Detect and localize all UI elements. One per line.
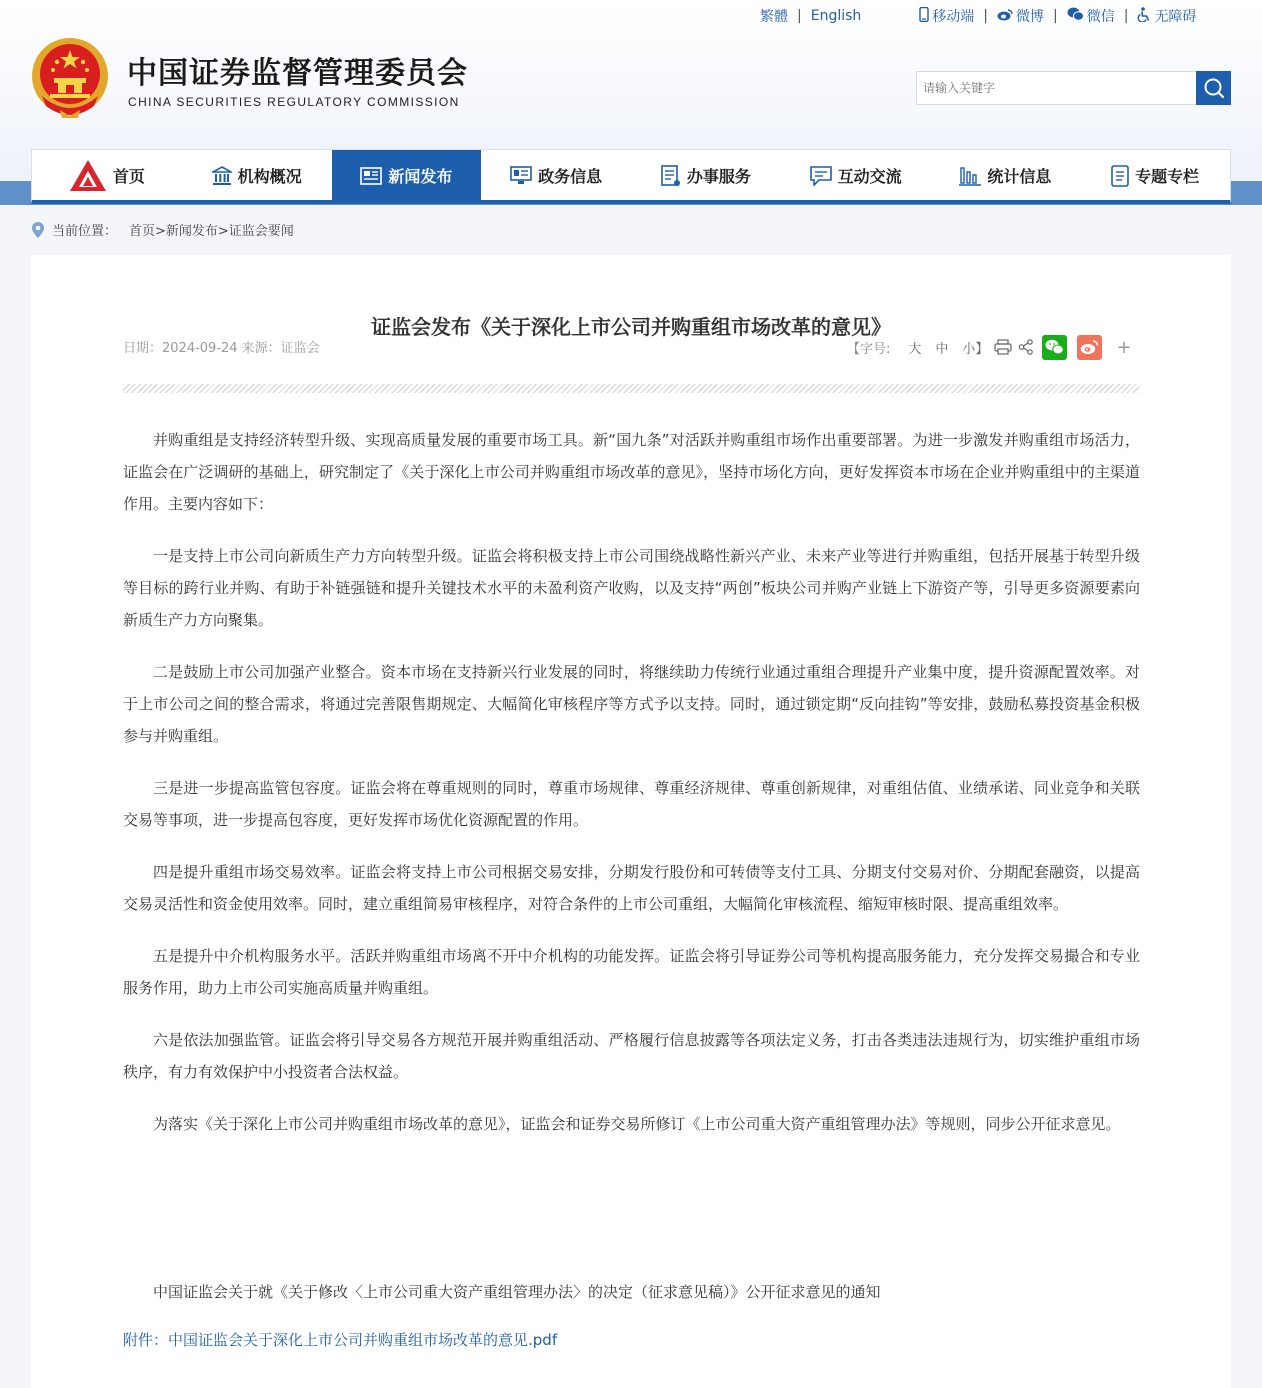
service-icon — [661, 165, 681, 187]
attachment — [123, 1324, 557, 1356]
mobile-link[interactable] — [919, 6, 974, 26]
font-size-label: 【字号: — [847, 341, 891, 357]
share-icon[interactable] — [1018, 339, 1034, 355]
search-box — [916, 71, 1231, 105]
article-title: 证监会发布《关于深化上市公司并购重组市场改革的意见》 — [371, 315, 891, 339]
font-size-small[interactable]: 小】 — [962, 341, 989, 357]
weibo-link[interactable] — [997, 6, 1044, 26]
article-paragraph: 一是支持上市公司向新质生产力方向转型升级。证监会将积极支持上市公司围绕战略性新兴产业、未来产业等进行并购重组，包括开展基于转型升级等目标的跨行业并购、有助于补链强链和提升关键技术水平的未盈利资产收购，以及支持“两创”板块公司并购产业链上下游资产等，引导更多资源要素向新质生产力方向聚集。 — [123, 547, 1140, 629]
article-paragraph: 二是鼓励上市公司加强产业整合。资本市场在支持新兴行业发展的同时，将继续助力传统行业通过重组合理提升产业集中度，提升资源配置效率。对于上市公司之间的整合需求，将通过完善限售期规定、大幅简化审核程序等方式予以支持。同时，通过锁定期“反向挂钩”等安排，鼓励私募投资基金积极参与并购重组。 — [123, 663, 1140, 745]
wechat-icon — [1045, 339, 1064, 355]
breadcrumb-label: 当前位置： — [52, 224, 118, 239]
gov-info-icon — [510, 166, 532, 186]
traditional-chinese-link[interactable]: 繁體 — [760, 9, 788, 25]
article-tools — [847, 333, 1132, 361]
wechat-link[interactable] — [1067, 6, 1115, 26]
article-paragraph: 六是依法加强监管。证监会将引导交易各方规范开展并购重组活动、严格履行信息披露等各项法定义务，打击各类违法违规行为，切实维护重组市场秩序，有力有效保护中小投资者合法权益。 — [123, 1031, 1140, 1081]
weibo-link-label: 微博 — [1016, 9, 1044, 25]
english-link[interactable]: English — [810, 8, 862, 24]
nav-item-gov-info[interactable] — [481, 150, 631, 201]
accessibility-link-label: 无障碍 — [1154, 9, 1197, 25]
title-divider — [123, 384, 1139, 393]
font-size-medium[interactable]: 中 — [935, 341, 949, 357]
nav-label: 互动交流 — [837, 167, 902, 186]
breadcrumb-path[interactable]: 首页>新闻发布>证监会要闻 — [129, 224, 294, 239]
nav-item-interaction[interactable] — [781, 150, 931, 201]
search-input[interactable] — [917, 72, 1196, 104]
article-meta: 日期：2024-09-24 来源：证监会 — [123, 341, 320, 356]
nav-label: 专题专栏 — [1135, 167, 1200, 186]
nav-label: 新闻发布 — [388, 167, 453, 186]
article-body — [123, 424, 1140, 1160]
related-notice-link[interactable]: 中国证监会关于就《关于修改〈上市公司重大资产重组管理办法〉的决定（征求意见稿）》公开征求意见的通知 — [153, 1283, 881, 1301]
accessibility-link[interactable] — [1137, 6, 1196, 26]
article-paragraph: 五是提升中介机构服务水平。活跃并购重组市场离不开中介机构的功能发挥。证监会将引导证券公司等机构提高服务能力，充分发挥交易撮合和专业服务作用，助力上市公司实施高质量并购重组。 — [123, 947, 1140, 997]
institution-icon — [212, 166, 232, 186]
search-icon — [1203, 77, 1225, 99]
nav-label: 政务信息 — [538, 167, 603, 186]
weibo-icon — [997, 8, 1013, 25]
article-paragraph: 三是进一步提高监管包容度。证监会将在尊重规则的同时，尊重市场规律、尊重经济规律、尊重创新规律，对重组估值、业绩承诺、同业竞争和关联交易等事项，进一步提高包容度，更好发挥市场优化资源配置的作用。 — [123, 779, 1140, 829]
nav-item-topics[interactable] — [1080, 150, 1230, 201]
wechat-icon — [1067, 7, 1084, 25]
attachment-pdf-link[interactable]: 中国证监会关于深化上市公司并购重组市场改革的意见.pdf — [168, 1331, 558, 1349]
article-paragraph: 四是提升重组市场交易效率。证监会将支持上市公司根据交易安排，分期发行股份和可转债等支付工具、分期支付交易对价、分期配套融资，以提高交易灵活性和资金使用效率。同时，建立重组简易审核程序，对符合条件的上市公司重组，大幅简化审核流程、缩短审核时限、提高重组效率。 — [123, 863, 1140, 913]
print-icon[interactable] — [994, 339, 1012, 355]
more-share-icon[interactable]: + — [1116, 336, 1132, 358]
article-paragraph: 为落实《关于深化上市公司并购重组市场改革的意见》，证监会和证券交易所修订《上市公司重大资产重组管理办法》等规则，同步公开征求意见。 — [153, 1115, 1121, 1133]
national-emblem-logo — [30, 36, 110, 120]
nav-item-news[interactable] — [332, 150, 482, 201]
mobile-icon — [919, 7, 929, 26]
nav-item-institution[interactable] — [182, 150, 332, 201]
nav-label: 统计信息 — [987, 167, 1052, 186]
main-nav — [31, 149, 1231, 204]
top-links: 繁體 | English 移动端 | 微博 | 微信 | 无障碍 — [760, 8, 1197, 25]
nav-label: 首页 — [112, 167, 145, 186]
stats-icon — [959, 166, 981, 186]
breadcrumb — [32, 220, 294, 239]
attachment-label: 附件： — [123, 1331, 169, 1349]
site-title: 中国证券监督管理委员会 — [127, 56, 468, 91]
home-logo-icon — [69, 159, 107, 193]
topic-icon — [1111, 165, 1129, 187]
nav-item-statistics[interactable] — [931, 150, 1081, 201]
wechat-link-label: 微信 — [1086, 9, 1115, 25]
nav-item-service[interactable] — [631, 150, 781, 201]
search-button[interactable] — [1196, 71, 1231, 105]
news-icon — [360, 167, 382, 185]
font-size-large[interactable]: 大 — [908, 341, 922, 357]
accessibility-icon — [1137, 7, 1151, 26]
location-pin-icon — [32, 222, 44, 238]
share-weibo-button[interactable] — [1077, 335, 1102, 360]
weibo-icon — [1080, 339, 1099, 355]
nav-label: 办事服务 — [686, 167, 751, 186]
chat-icon — [810, 166, 832, 186]
share-wechat-button[interactable] — [1042, 335, 1067, 360]
article-paragraph: 并购重组是支持经济转型升级、实现高质量发展的重要市场工具。新“国九条”对活跃并购重组市场作出重要部署。为进一步激发并购重组市场活力，证监会在广泛调研的基础上，研究制定了《关于深化上市公司并购重组市场改革的意见》，坚持市场化方向，更好发挥资本市场在企业并购重组中的主渠道作用。主要内容如下： — [123, 431, 1140, 513]
site-subtitle: CHINA SECURITIES REGULATORY COMMISSION — [128, 95, 460, 109]
nav-item-home[interactable] — [32, 150, 182, 201]
nav-label: 机构概况 — [237, 167, 302, 186]
mobile-link-label: 移动端 — [932, 9, 975, 25]
